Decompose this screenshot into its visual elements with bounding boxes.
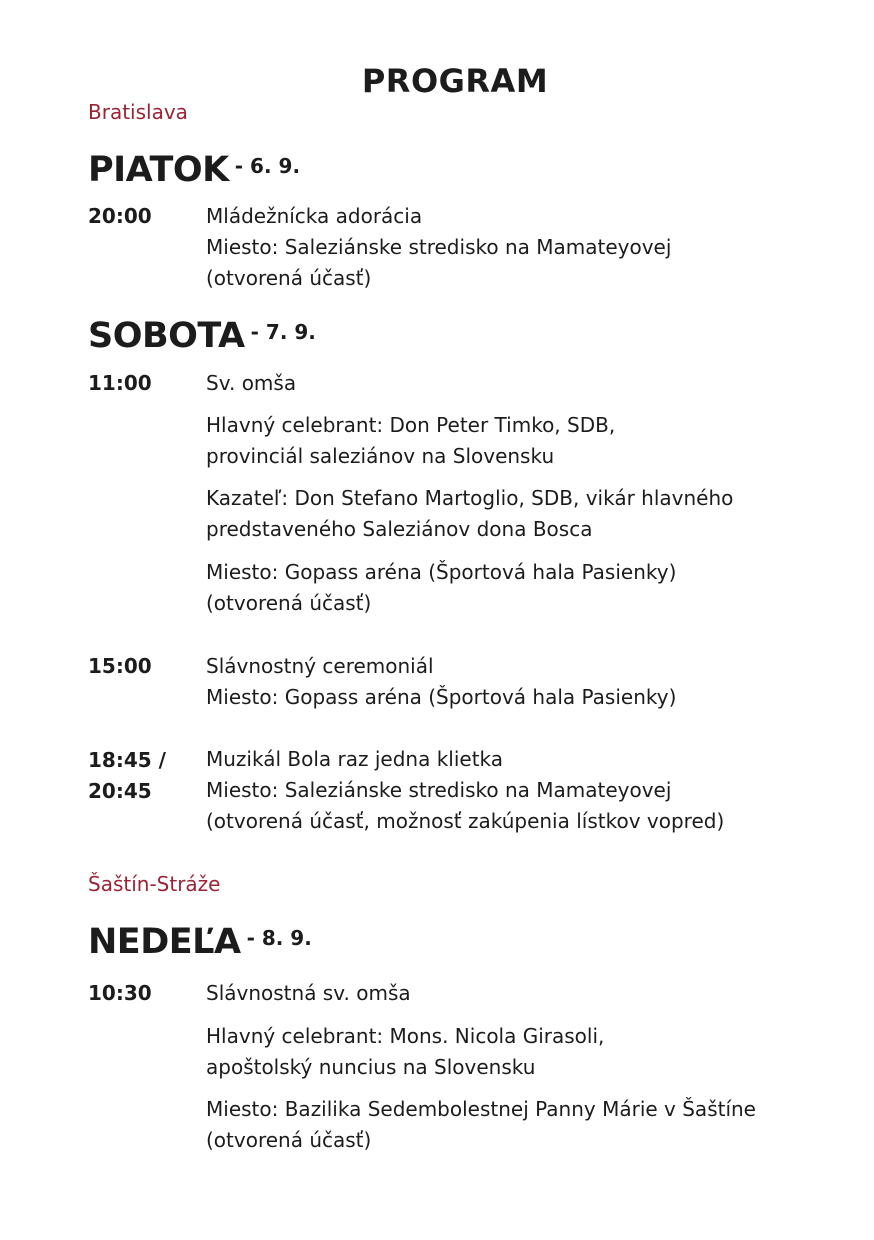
event-time-line: 18:45 /	[88, 748, 166, 772]
event-line: provinciál saleziánov na Slovensku	[206, 444, 555, 468]
event-time	[88, 745, 166, 807]
day-name: PIATOK	[88, 150, 229, 190]
event-line: apoštolský nuncius na Slovensku	[206, 1055, 536, 1079]
event-line: Slávnostná sv. omša	[206, 981, 411, 1005]
event-line: Sv. omša	[206, 371, 297, 395]
event-line: Miesto: Gopass aréna (Športová hala Pasienky)	[206, 560, 677, 584]
event-line: (otvorená účasť, možnosť zakúpenia lístkov vopred)	[206, 809, 725, 833]
event-time: 20:00	[88, 204, 152, 228]
event-line: (otvorená účasť)	[206, 266, 372, 290]
day-date: - 8. 9.	[246, 926, 312, 950]
city-label-sastin-straze: Šaštín-Stráže	[88, 872, 221, 896]
event-description	[206, 651, 676, 713]
event-line: Hlavný celebrant: Don Peter Timko, SDB,	[206, 413, 616, 437]
day-heading-piatok	[88, 150, 300, 190]
event-line: Miesto: Bazilika Sedembolestnej Panny Márie v Šaštíne	[206, 1097, 756, 1121]
city-label-bratislava: Bratislava	[88, 100, 188, 124]
event-time: 11:00	[88, 371, 152, 395]
day-heading-sobota	[88, 316, 316, 356]
event-description	[206, 1021, 604, 1083]
event-time: 10:30	[88, 981, 152, 1005]
day-date: - 6. 9.	[234, 154, 301, 178]
day-heading-nedela	[88, 922, 312, 962]
day-name: NEDEĽA	[88, 922, 241, 962]
event-line: Kazateľ: Don Stefano Martoglio, SDB, vikár hlavného	[206, 486, 734, 510]
day-name: SOBOTA	[88, 316, 245, 356]
event-line: Hlavný celebrant: Mons. Nicola Girasoli,	[206, 1024, 605, 1048]
event-line: Miesto: Gopass aréna (Športová hala Pasienky)	[206, 685, 677, 709]
event-line: Muzikál Bola raz jedna klietka	[206, 747, 504, 771]
event-line: Slávnostný ceremoniál	[206, 654, 434, 678]
event-description	[206, 1094, 756, 1156]
event-line: predstaveného Saleziánov dona Bosca	[206, 517, 593, 541]
event-line: Miesto: Saleziánske stredisko na Mamateyovej	[206, 235, 672, 259]
event-line: Mládežnícka adorácia	[206, 204, 423, 228]
event-description	[206, 744, 724, 837]
event-description	[206, 557, 676, 619]
day-date: - 7. 9.	[250, 320, 316, 344]
event-line: (otvorená účasť)	[206, 1128, 372, 1152]
event-line: Miesto: Saleziánske stredisko na Mamateyovej	[206, 778, 672, 802]
event-description	[206, 483, 733, 545]
event-time: 15:00	[88, 654, 152, 678]
event-description	[206, 201, 671, 294]
event-line: (otvorená účasť)	[206, 591, 372, 615]
event-time-line: 20:45	[88, 779, 152, 803]
event-description	[206, 368, 296, 399]
event-description	[206, 410, 615, 472]
page-title: PROGRAM	[361, 62, 549, 100]
event-description	[206, 978, 411, 1009]
